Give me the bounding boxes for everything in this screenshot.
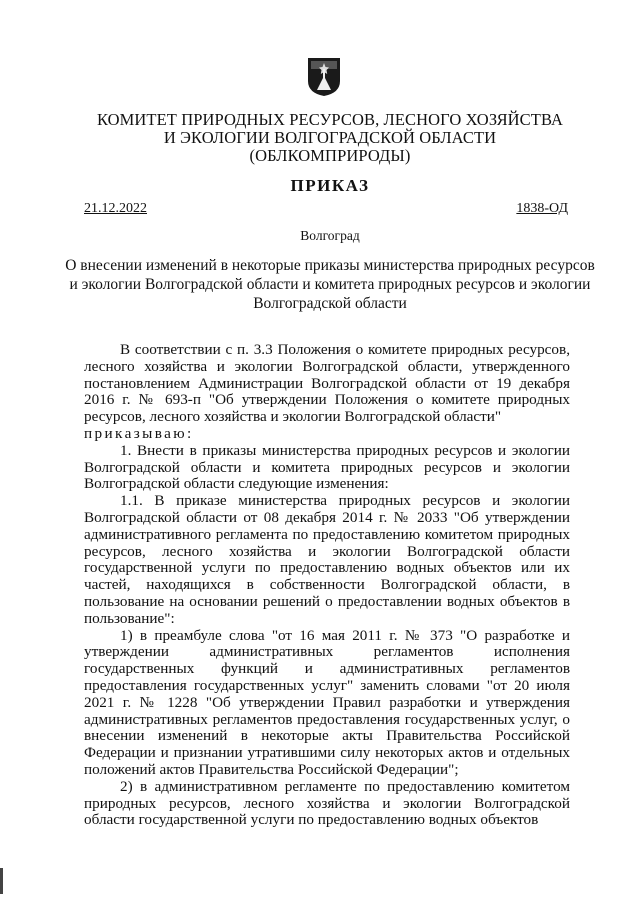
- org-name-line1: КОМИТЕТ ПРИРОДНЫХ РЕСУРСОВ, ЛЕСНОГО ХОЗЯЙСТВА: [96, 110, 564, 129]
- document-number: 1838-ОД: [516, 201, 568, 216]
- document-body: [84, 342, 570, 829]
- document-date: 21.12.2022: [84, 201, 147, 216]
- paragraph-subitem-1: 1) в преамбуле слова "от 16 мая 2011 г. № 373 "О разработке и утверждении административных регламентов исполнения государственных функций и административных регламентов предоставления государственных услуг" заменить словами "от 20 июля 2021 г. № 1228 "Об утверждении Правил разработки и утверждения административных регламентов предоставления государственных услуг, о внесении изменений в некоторые акты Правительства Российской Федерации и признании утратившими силу некоторых актов и отдельных положений актов Правительства Российской Федерации";: [84, 626, 570, 778]
- document-subject: О внесении изменений в некоторые приказы министерства природных ресурсов и экологии Волгоградской области и комитета природных ресурсов и экологии Волгоградской области: [65, 257, 595, 312]
- document-title: ПРИКАЗ: [290, 176, 370, 195]
- volgograd-coat-of-arms-icon: [307, 57, 341, 97]
- preamble-text: В соответствии с п. 3.3 Положения о комитете природных ресурсов, лесного хозяйства и экологии Волгоградской области, утвержденного постановлением Администрации Волгоградской области от 19 декабря 2016 г. № 693-п "Об утверждении Положения о комитете природных ресурсов, лесного хозяйства и экологии Волгоградской области": [84, 341, 570, 426]
- org-abbreviation: (ОБЛКОМПРИРОДЫ): [249, 146, 411, 165]
- paragraph-subitem-2: 2) в административном регламенте по предоставлению комитетом природных ресурсов, лесного хозяйства и экологии Волгоградской области государственной услуги по предоставлению водных объектов: [84, 777, 570, 829]
- scan-edge-mark: [0, 868, 3, 894]
- org-name-line2: И ЭКОЛОГИИ ВОЛГОГРАДСКОЙ ОБЛАСТИ: [163, 128, 497, 147]
- document-city: Волгоград: [300, 228, 360, 243]
- paragraph-preamble: [84, 342, 570, 443]
- command-word: приказываю:: [84, 424, 194, 442]
- paragraph-item-1: 1. Внести в приказы министерства природных ресурсов и экологии Волгоградской области и комитета природных ресурсов и экологии Волгоградской области следующие изменения:: [84, 441, 570, 493]
- paragraph-item-1-1: 1.1. В приказе министерства природных ресурсов и экологии Волгоградской области от 08 декабря 2014 г. № 2033 "Об утверждении административного регламента по предоставлению комитетом природных ресурсов, лесного хозяйства и экологии Волгоградской области государственной услуги по предоставлению водных объектов или их частей, находящихся в собственности Волгоградской области, в пользование на основании решений о предоставлении водных объектов в пользование":: [84, 492, 570, 627]
